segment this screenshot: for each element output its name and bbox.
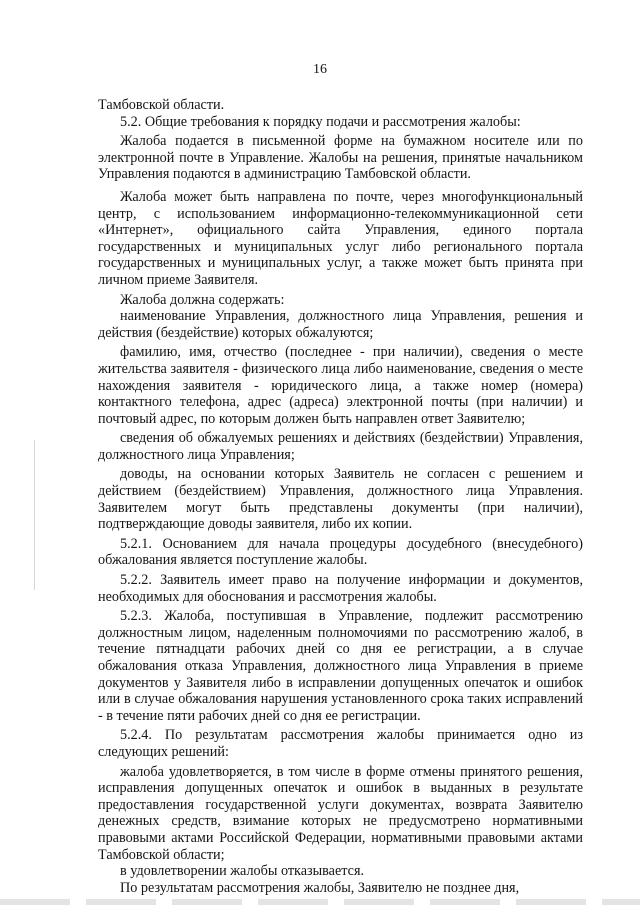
paragraph-complaint-channels: Жалоба может быть направлена по почте, через многофункциональный центр, с использованием информационно-телекоммуникационной сети «Интернет», официального сайта Управления, единого портала государственных и муниципальных услуг либо регионального портала государственных и муниципальных услуг, а также может быть принята при личном приеме Заявителя. [98,188,583,288]
document-body [98,97,583,896]
list-item-appealed-decisions: сведения об обжалуемых решениях и действиях (бездействии) Управления, должностного лица Управления; [98,430,583,463]
clause-5-2-2: 5.2.2. Заявитель имеет право на получение информации и документов, необходимых для обоснования и рассмотрения жалобы. [98,572,583,605]
paragraph-complaint-form: Жалоба подается в письменной форме на бумажном носителе или по электронной почте в Управление. Жалобы на решения, принятые начальником Управления подаются в администрацию Тамбовской области. [98,133,583,183]
clause-5-2-3: 5.2.3. Жалоба, поступившая в Управление, подлежит рассмотрению должностным лицом, наделенным полномочиями по рассмотрению жалоб, в течение пятнадцати рабочих дней со дня ее регистрации, а в случае обжалования отказа Управления, должностного лица Управления в приеме документов у Заявителя либо в исправлении допущенных опечаток и ошибок или в случае обжалования нарушения установленного срока таких исправлений - в течение пяти рабочих дней со дня ее регистрации. [98,608,583,724]
scan-margin-mark [34,440,35,590]
list-item-department-name: наименование Управления, должностного лица Управления, решения и действия (бездействие) которых обжалуются; [98,308,583,341]
paragraph-complaint-contents-intro: Жалоба должна содержать: [120,291,285,308]
clause-5-2-1: 5.2.1. Основанием для начала процедуры досудебного (внесудебного) обжалования является поступление жалобы. [98,535,583,569]
clause-5-2-4: 5.2.4. По результатам рассмотрения жалобы принимается одно из следующих решений: [98,727,583,760]
paragraph-results-notice: По результатам рассмотрения жалобы, Заявителю не позднее дня, [120,879,520,896]
paragraph-continuation: Тамбовской области. [98,97,225,113]
list-item-applicant-details: фамилию, имя, отчество (последнее - при наличии), сведения о месте жительства заявителя - физического лица либо наименование, сведения о месте нахождения заявителя - юридического лица, а также номер (номера) контактного телефона, адрес (адреса) электронной почты (при наличии) и почтовый адрес, по которым должен быть направлен ответ Заявителю; [98,344,583,427]
list-item-arguments: доводы, на основании которых Заявитель не согласен с решением и действием (бездействием) Управления, должностного лица Управления. Заявителем могут быть представлены документы (при наличии), подтверждающие доводы заявителя, либо их копии. [98,466,583,533]
scan-bottom-edge [0,899,640,905]
section-heading-5-2: 5.2. Общие требования к порядку подачи и рассмотрения жалобы: [120,113,521,130]
page-number: 16 [313,62,327,77]
decision-complaint-rejected: в удовлетворении жалобы отказывается. [120,863,365,880]
decision-complaint-satisfied: жалоба удовлетворяется, в том числе в форме отмены принятого решения, исправления допущенных опечаток и ошибок в выданных в результате предоставления государственной услуги документах, возврата Заявителю денежных средств, взимание которых не предусмотрено нормативными правовыми актами Российской Федерации, нормативными правовыми актами Тамбовской области; [98,763,583,863]
